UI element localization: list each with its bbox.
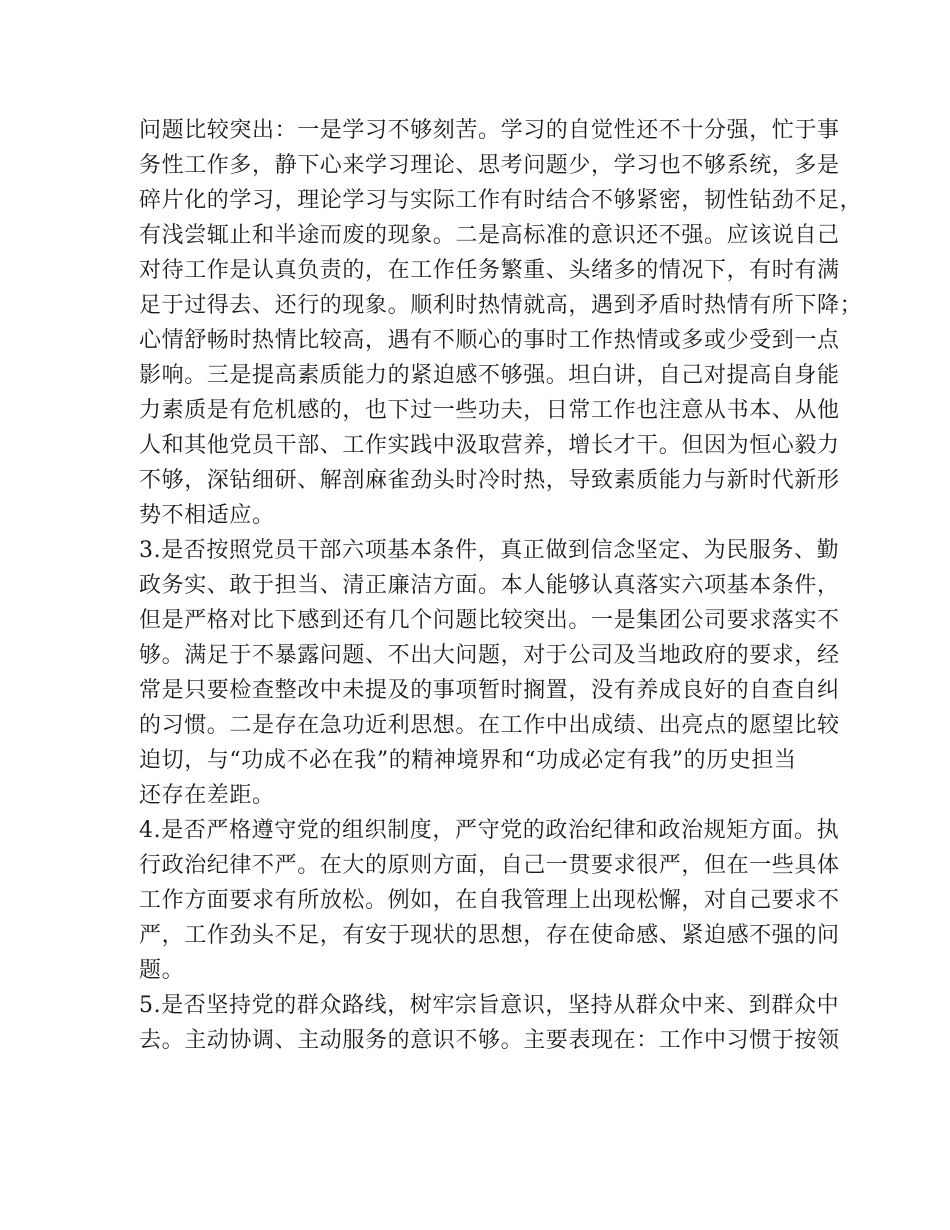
text-line: 够。满足于不暴露问题、不出大问题，对于公司及当地政府的要求，经 bbox=[139, 643, 840, 668]
text-line: 常是只要检查整改中未提及的事项暂时搁置，没有养成良好的自查自纠 bbox=[139, 678, 840, 703]
text-line: 不够，深钻细研、解剖麻雀劲头时冷时热，导致素质能力与新时代新形 bbox=[139, 468, 840, 493]
text-line: 影响。三是提高素质能力的紧迫感不够强。坦白讲，自己对提高自身能 bbox=[139, 363, 840, 388]
text-line: 的习惯。二是存在急功近利思想。在工作中出成绩、出亮点的愿望比较 bbox=[139, 713, 840, 738]
list-item-5-line: 5.是否坚持党的群众路线，树牢宗旨意识，坚持从群众中来、到群众中 bbox=[139, 993, 840, 1018]
text-line: 有浅尝辄止和半途而废的现象。二是高标准的意识还不强。应该说自己 bbox=[139, 223, 840, 248]
text-line: 心情舒畅时热情比较高，遇有不顺心的事时工作热情或多或少受到一点 bbox=[139, 328, 840, 353]
text-line: 力素质是有危机感的，也下过一些功夫，日常工作也注意从书本、从他 bbox=[139, 398, 840, 423]
text-line: 去。主动协调、主动服务的意识不够。主要表现在：工作中习惯于按领 bbox=[139, 1028, 840, 1053]
text-line: 迫切，与“功成不必在我”的精神境界和“功成必定有我”的历史担当 bbox=[139, 748, 797, 773]
text-line: 行政治纪律不严。在大的原则方面，自己一贯要求很严，但在一些具体 bbox=[139, 853, 840, 878]
text-line: 人和其他党员干部、工作实践中汲取营养，增长才干。但因为恒心毅力 bbox=[139, 433, 840, 458]
text-line: 碎片化的学习，理论学习与实际工作有时结合不够紧密，韧性钻劲不足， bbox=[139, 188, 863, 213]
list-item-3-line: 3.是否按照党员干部六项基本条件，真正做到信念坚定、为民服务、勤 bbox=[139, 538, 840, 563]
text-line: 严，工作劲头不足，有安于现状的思想，存在使命感、紧迫感不强的问 bbox=[139, 923, 840, 948]
body-text bbox=[139, 113, 863, 1058]
text-line: 务性工作多，静下心来学习理论、思考问题少，学习也不够系统，多是 bbox=[139, 153, 840, 178]
text-line: 政务实、敢于担当、清正廉洁方面。本人能够认真落实六项基本条件， bbox=[139, 573, 840, 598]
text-line: 问题比较突出：一是学习不够刻苦。学习的自觉性还不十分强，忙于事 bbox=[139, 118, 840, 143]
text-line: 对待工作是认真负责的，在工作任务繁重、头绪多的情况下，有时有满 bbox=[139, 258, 840, 283]
text-line: 工作方面要求有所放松。例如，在自我管理上出现松懈，对自己要求不 bbox=[139, 888, 840, 913]
text-line: 题。 bbox=[139, 958, 185, 983]
text-line: 势不相适应。 bbox=[139, 503, 275, 528]
text-line: 但是严格对比下感到还有几个问题比较突出。一是集团公司要求落实不 bbox=[139, 608, 840, 633]
text-line: 足于过得去、还行的现象。顺利时热情就高，遇到矛盾时热情有所下降； bbox=[139, 293, 863, 318]
list-item-4-line: 4.是否严格遵守党的组织制度，严守党的政治纪律和政治规矩方面。执 bbox=[139, 818, 840, 843]
text-line: 还存在差距。 bbox=[139, 783, 275, 808]
